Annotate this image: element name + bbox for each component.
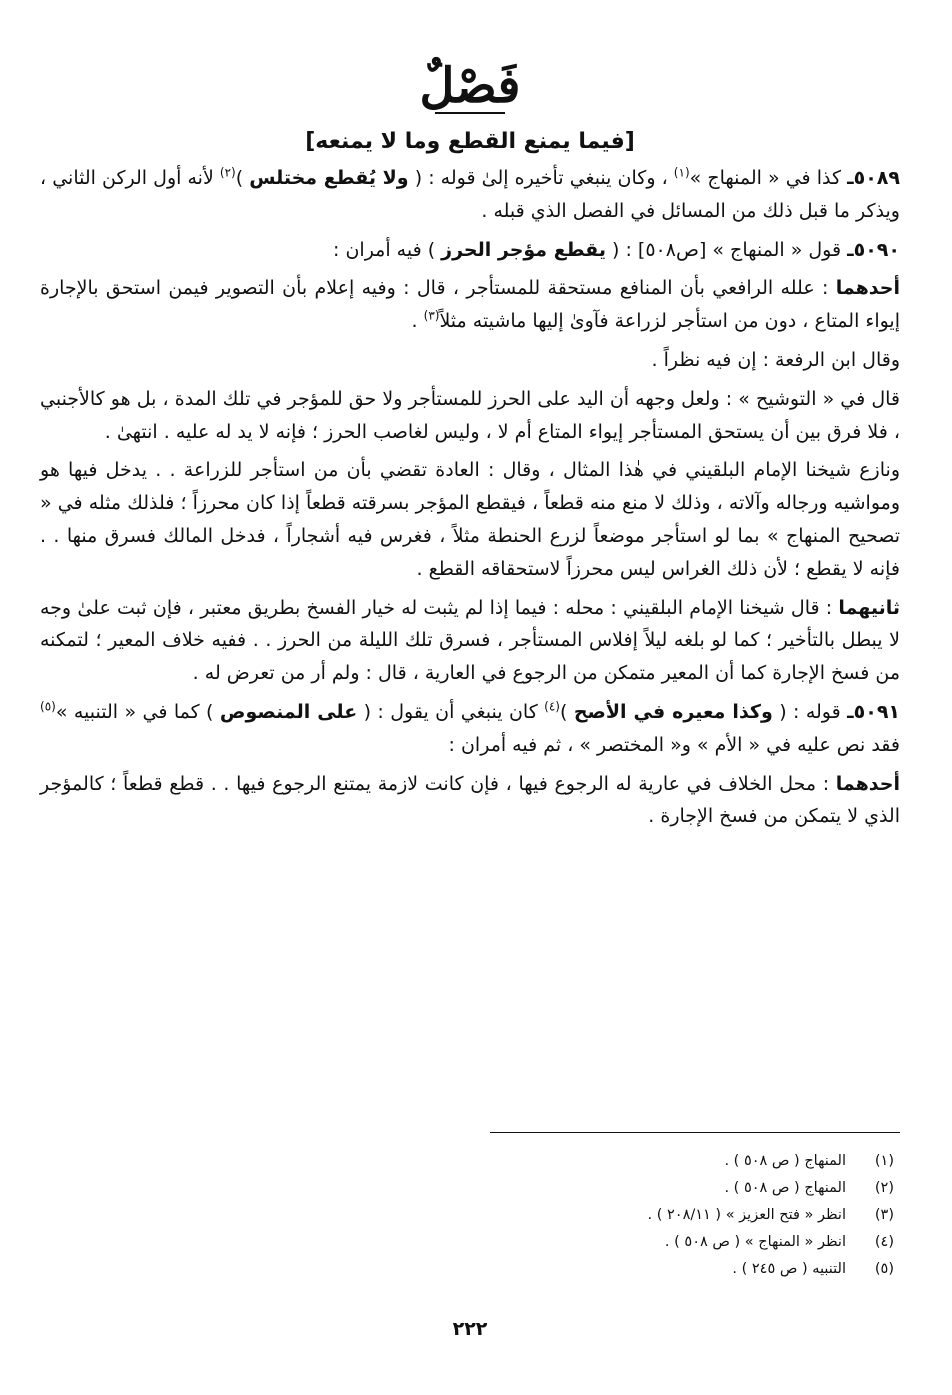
paragraph-5091 xyxy=(40,696,900,762)
paragraph-5090-second xyxy=(40,592,900,690)
footnote-text: التنبيه ( ص ٢٤٥ ) . xyxy=(732,1261,846,1277)
text-run: قوله : ( xyxy=(772,700,841,723)
footnote-item xyxy=(40,1148,900,1175)
footnote-ref[interactable]: (١) xyxy=(673,165,690,180)
section-subtitle: [فيما يمنع القطع وما لا يمنعه] xyxy=(305,129,635,154)
text-run: قول « المنهاج » [ص٥٠٨] : ( xyxy=(605,238,842,261)
footnote-marker: (٥) xyxy=(874,1261,894,1277)
paragraph-ibn-rifa: وقال ابن الرفعة : إن فيه نظراً . xyxy=(651,348,900,371)
footnote-ref[interactable]: (٤) xyxy=(544,699,560,714)
text-run: لأنه أول الركن الثاني ، ويذكر ما قبل ذلك من المسائل في الفصل الذي قبله . xyxy=(40,167,900,222)
quoted-matn: على المنصوص xyxy=(219,700,358,723)
footnote-text: المنهاج ( ص ٥٠٨ ) . xyxy=(724,1180,846,1196)
footnote-ref[interactable]: (٣) xyxy=(423,308,440,323)
text-run: ) فيه أمران : xyxy=(333,238,442,261)
quoted-matn: ولا يُقطع مختلس xyxy=(249,167,409,189)
point-lead: أحدهما xyxy=(835,277,900,300)
paragraph-5090-first xyxy=(40,272,900,338)
ornament-underline xyxy=(435,112,505,114)
footnote-item xyxy=(40,1175,900,1202)
text-run: : محل الخلاف في عارية له الرجوع فيها ، فإن كانت لازمة يمتنع الرجوع فيها . . قطع قطعاً ؛ كالمؤجر الذي لا يتمكن من فسخ الإجارة . xyxy=(40,772,900,828)
footnote-separator xyxy=(490,1132,900,1133)
quoted-matn: وكذا معيره في الأصح xyxy=(573,700,773,723)
footnote-marker: (٤) xyxy=(874,1234,894,1250)
text-run: ، وكان ينبغي تأخيره إلىٰ قوله : ( xyxy=(408,167,674,189)
footnote-item xyxy=(40,1202,900,1229)
text-run: : علله الرافعي بأن المنافع مستحقة للمستأجر ، قال : وفيه إعلام بأن التصوير فيمن استحق بالإجارة إيواء المتاع ، دون من استأجر لزراعة فآوىٰ إليها ماشيته مثلاً xyxy=(40,277,900,333)
footnote-ref[interactable]: (٥) xyxy=(40,699,56,714)
book-page xyxy=(40,40,900,1360)
text-run: ) xyxy=(559,700,574,723)
quoted-matn: يقطع مؤجر الحرز xyxy=(441,238,606,261)
issue-number: ٥٠٩٠ـ xyxy=(847,238,900,261)
point-lead: أحدهما xyxy=(835,772,900,795)
issue-number: ٥٠٨٩ـ xyxy=(847,167,900,189)
text-run: ) xyxy=(235,167,250,189)
page-number: ٢٢٢ xyxy=(452,1318,488,1340)
paragraph-5089 xyxy=(40,162,900,228)
issue-number: ٥٠٩١ـ xyxy=(847,700,901,723)
paragraph-5090 xyxy=(40,234,900,267)
footnote-marker: (١) xyxy=(874,1153,894,1169)
section-ornament-title: فَصْلٌ xyxy=(419,58,521,114)
text-run: كذا في « المنهاج » xyxy=(689,167,842,189)
body-text xyxy=(40,162,900,839)
text-run: : قال شيخنا الإمام البلقيني : محله : فيما إذا لم يثبت له خيار الفسخ بطريق معتبر ، فإن ثبت علىٰ وجه لا يبطل بالتأخير ؛ كما لو بلغه ليلاً إفلاس المستأجر ، فسرق تلك الليلة من الحرز . . ففيه خلاف المعير ؛ لتمكنه من فسخ الإجارة كما أن المعير متمكن من الرجوع في العارية ، قال : ولم أر من تعرض له . xyxy=(40,596,900,685)
paragraph-tawshih: قال في « التوشيح » : ولعل وجهه أن اليد على الحرز للمستأجر ولا حق للمؤجر في تلك المدة ، بل هو كالأجنبي ، فلا فرق بين أن يستحق المستأجر إيواء المتاع أم لا ، وليس لغاصب الحرز ؛ فإنه لا يد له عليه . انتهىٰ . xyxy=(40,387,900,443)
footnote-ref[interactable]: (٢) xyxy=(219,165,236,180)
text-run: كان ينبغي أن يقول : ( xyxy=(357,700,545,723)
footnote-text: المنهاج ( ص ٥٠٨ ) . xyxy=(724,1153,846,1169)
footnote-item xyxy=(40,1256,900,1283)
text-run: ) كما في « التنبيه » xyxy=(55,700,220,723)
footnote-marker: (٣) xyxy=(874,1207,894,1223)
footnote-item xyxy=(40,1229,900,1256)
footnote-marker: (٢) xyxy=(874,1180,894,1196)
footnote-text: انظر « فتح العزيز » ( ٢٠٨/١١ ) . xyxy=(647,1207,846,1223)
footnotes xyxy=(40,1148,900,1283)
text-run: فقد نص عليه في « الأم » و« المختصر » ، ثم فيه أمران : xyxy=(448,733,900,756)
paragraph-5091-first xyxy=(40,768,900,834)
text-run: . xyxy=(411,310,424,333)
point-lead: ثانيهما xyxy=(838,596,900,619)
footnote-text: انظر « المنهاج » ( ص ٥٠٨ ) . xyxy=(664,1234,846,1250)
paragraph-bulqini: ونازع شيخنا الإمام البلقيني في هٰذا المثال ، وقال : العادة تقضي بأن من استأجر للزراعة . . يدخل فيها هو ومواشيه ورجاله وآلاته ، وذلك لا منع منه قطعاً ، فيقطع المؤجر بسرقته قطعاً إذا كان محرزاً ؛ فلذلك مثله في « تصحيح المنهاج » بما لو استأجر موضعاً لزرع الحنطة مثلاً ، فغرس فيه أشجاراً ، فدخل المالك فسرق منها . . فإنه لا يقطع ؛ لأن ذلك الغراس ليس محرزاً لاستحقاقه القطع . xyxy=(40,459,900,580)
